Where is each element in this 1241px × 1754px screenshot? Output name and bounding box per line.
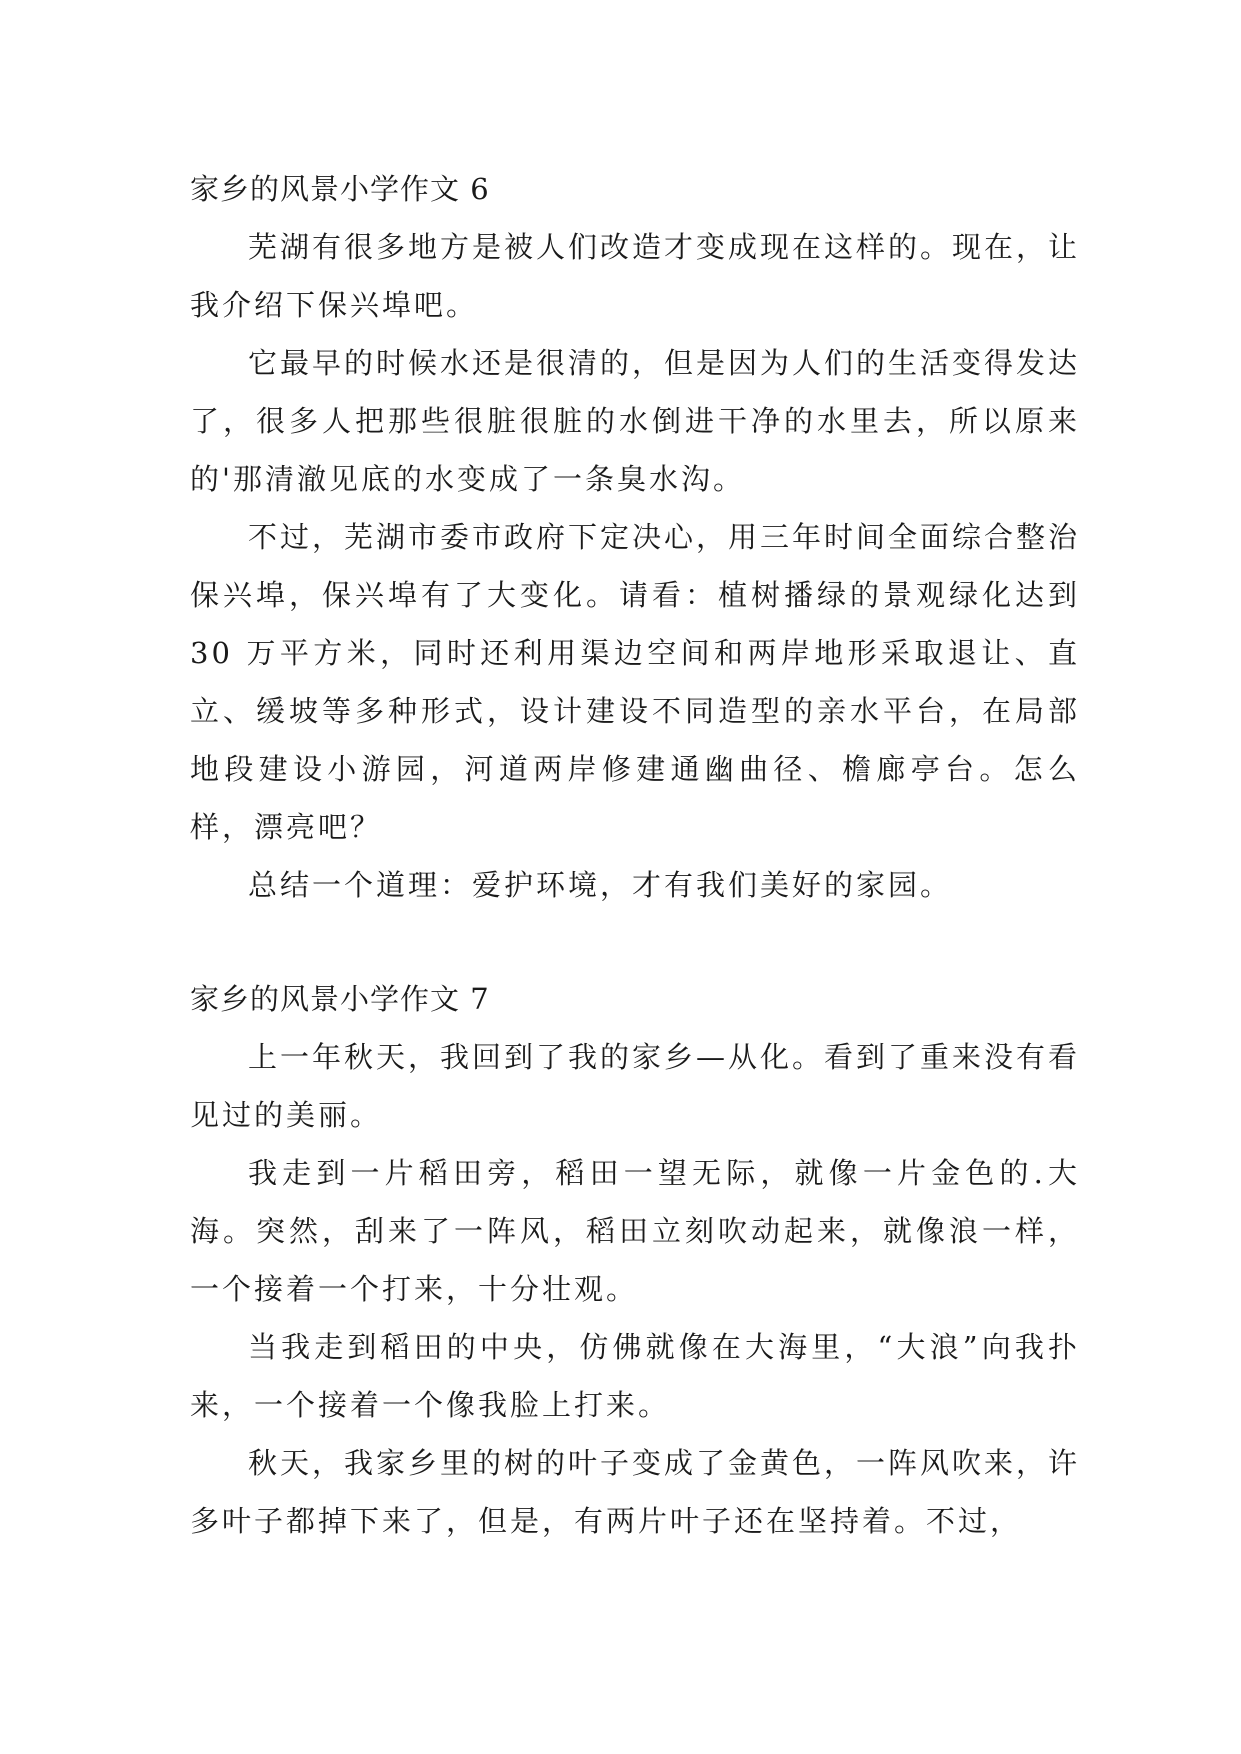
essay-paragraph: 我走到一片稻田旁，稻田一望无际，就像一片金色的.大海。突然，刮来了一阵风，稻田立刻吹动起来，就像浪一样，一个接着一个打来，十分壮观。 bbox=[190, 1156, 1080, 1306]
essay-6 bbox=[190, 160, 1080, 914]
essay-paragraph: 芜湖有很多地方是被人们改造才变成现在这样的。现在，让我介绍下保兴埠吧。 bbox=[190, 230, 1081, 322]
essay-paragraph: 当我走到稻田的中央，仿佛就像在大海里，“大浪”向我扑来，一个接着一个像我脸上打来。 bbox=[190, 1330, 1080, 1422]
essay-paragraph: 上一年秋天，我回到了我的家乡—从化。看到了重来没有看见过的美丽。 bbox=[190, 1040, 1081, 1132]
essay-title: 家乡的风景小学作文 6 bbox=[190, 172, 490, 206]
essay-7 bbox=[190, 970, 1080, 1550]
essay-paragraph: 总结一个道理：爱护环境，才有我们美好的家园。 bbox=[248, 868, 953, 902]
essay-paragraph: 秋天，我家乡里的树的叶子变成了金黄色，一阵风吹来，许多叶子都掉下来了，但是，有两片叶子还在坚持着。不过， bbox=[190, 1446, 1081, 1538]
essay-paragraph: 它最早的时候水还是很清的，但是因为人们的生活变得发达了，很多人把那些很脏很脏的水倒进干净的水里去，所以原来的'那清澈见底的水变成了一条臭水沟。 bbox=[190, 346, 1081, 496]
essay-paragraph: 不过，芜湖市委市政府下定决心，用三年时间全面综合整治保兴埠，保兴埠有了大变化。请看：植树播绿的景观绿化达到 30 万平方米，同时还利用渠边空间和两岸地形采取退让、直立、缓坡等多种形式，设计建设不同造型的亲水平台，在局部地段建设小游园，河道两岸修建通幽曲径、檐廊亭台。怎么样，漂亮吧？ bbox=[190, 520, 1081, 844]
essay-title: 家乡的风景小学作文 7 bbox=[190, 982, 490, 1016]
